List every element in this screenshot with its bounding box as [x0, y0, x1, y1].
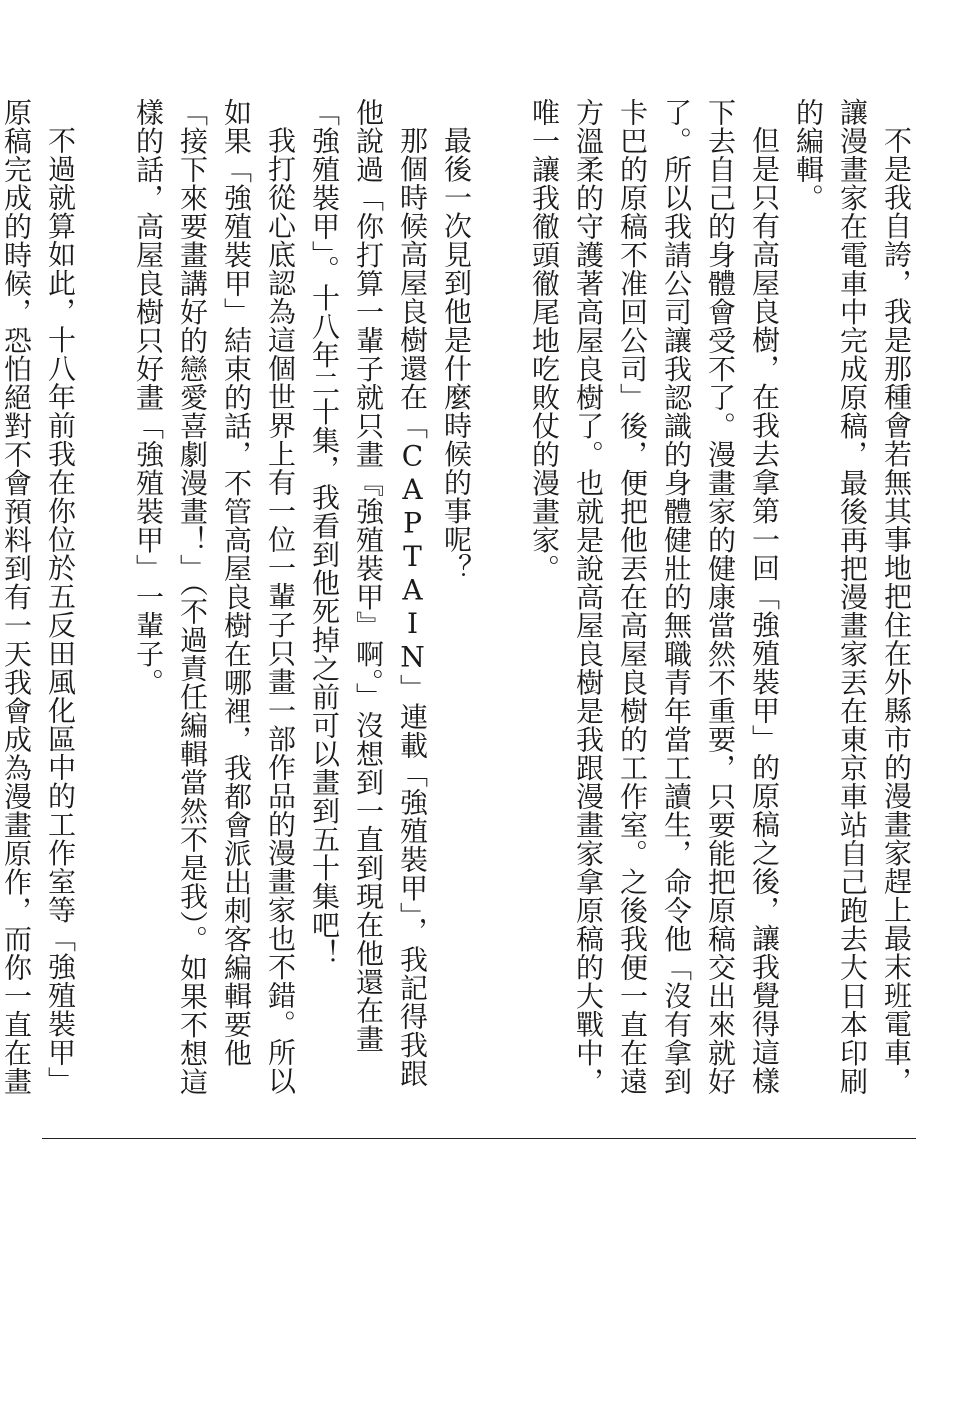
paragraph-2: 但是只有高屋良樹，在我去拿第一回「強殖裝甲」的原稿之後，讓我覺得這樣下去自己的身體會受不了。漫畫家的健康當然不重要，只要能把原稿交出來就好了。所以我請公司讓我認識的身體健壯的無職青年當工讀生，命令他「沒有拿到卡巴的原稿不准回公司」後，便把他丟在高屋良樹的工作室。之後我便一直在遠方溫柔的守護著高屋良樹了。也就是說高屋良樹是我跟漫畫家拿原稿的大戰中，唯一讓我徹頭徹尾地吃敗仗的漫畫家。	[528, 98, 781, 1096]
vertical-text-body	[0, 98, 918, 1098]
paragraph-5: 我打從心底認為這個世界上有一位一輩子只畫一部作品的漫畫家也不錯。所以如果「強殖裝甲」結束的話，不管高屋良樹在哪裡，我都會派出刺客編輯要他「接下來要畫講好的戀愛喜劇漫畫！」（不過責任編輯當然不是我）。如果不想這樣的話，高屋良樹只好畫「強殖裝甲」一輩子。	[132, 98, 297, 1096]
paragraph-3: 最後一次見到他是什麼時候的事呢？	[440, 126, 473, 582]
paragraph-1: 不是我自誇，我是那種會若無其事地把住在外縣市的漫畫家趕上最末班電車，讓漫畫家在電車中完成原稿，最後再把漫畫家丟在東京車站自己跑去大日本印刷的編輯。	[792, 98, 913, 1096]
paragraph-4: 那個時候高屋良樹還在「CAPTAIN」連載「強殖裝甲」，我記得我跟他說過「你打算一輩子就只畫『強殖裝甲』啊。」沒想到一直到現在他還在畫「強殖裝甲」。十八年二十集，我看到他死掉之前可以畫到五十集吧！	[308, 98, 429, 1088]
paragraph-6: 不過就算如此，十八年前我在你位於五反田風化區中的工作室等「強殖裝甲」原稿完成的時候，恐怕絕對不會預料到有一天我會成為漫畫原作，而你一直在畫	[0, 98, 77, 1096]
bottom-divider-line	[42, 1138, 916, 1139]
